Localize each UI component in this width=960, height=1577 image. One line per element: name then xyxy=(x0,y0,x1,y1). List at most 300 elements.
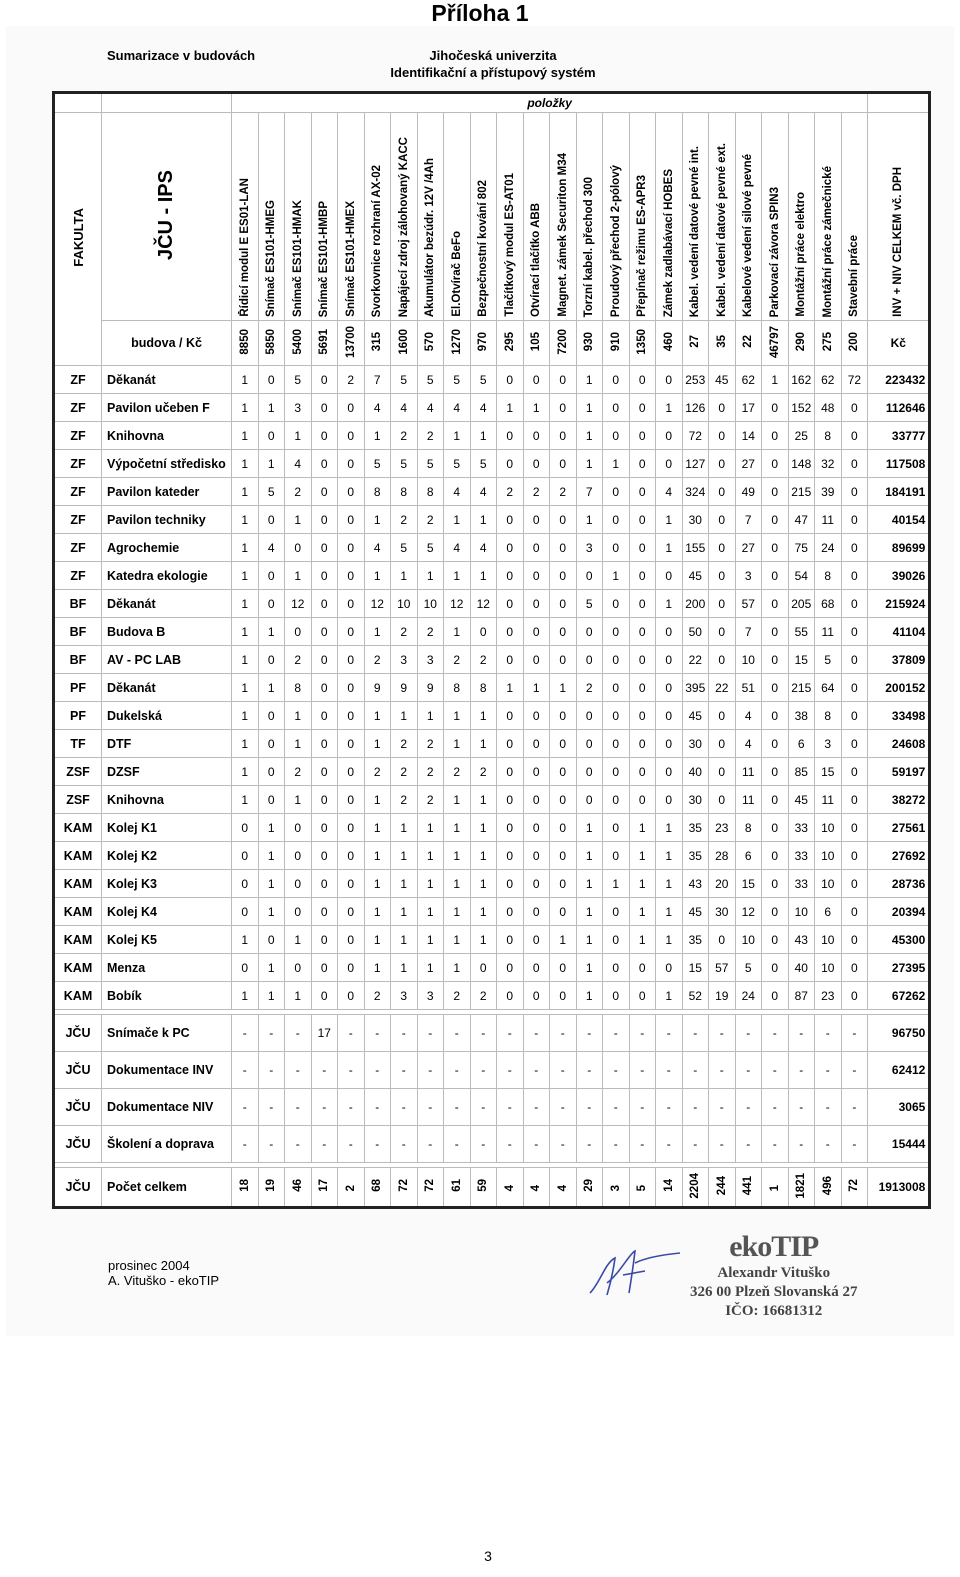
building-name: Kolej K1 xyxy=(102,814,232,842)
quantity-cell: 0 xyxy=(576,786,603,814)
building-name: Agrochemie xyxy=(102,534,232,562)
quantity-cell: 1 xyxy=(629,814,656,842)
footer-date: prosinec 2004 xyxy=(108,1258,190,1273)
quantity-cell: 0 xyxy=(232,954,259,982)
quantity-cell: 1 xyxy=(232,758,259,786)
quantity-cell: 0 xyxy=(523,870,550,898)
quantity-cell: 1 xyxy=(576,506,603,534)
item-total: 72 xyxy=(424,1179,437,1192)
quantity-cell: 0 xyxy=(311,898,338,926)
system-name: Identifikační a přístupový systém xyxy=(390,65,596,80)
building-name: DTF xyxy=(102,730,232,758)
building-name: Děkanát xyxy=(102,366,232,394)
quantity-cell: 0 xyxy=(550,898,577,926)
quantity-cell: 1 xyxy=(656,534,683,562)
item-total: 46 xyxy=(291,1179,304,1192)
quantity-cell: - xyxy=(417,1089,444,1126)
item-name: Torzní kabel. přechod 300 xyxy=(583,176,596,317)
quantity-cell: 1 xyxy=(232,730,259,758)
item-name: Napájecí zdroj zálohovaný KACC xyxy=(397,136,410,317)
quantity-cell: 0 xyxy=(550,422,577,450)
quantity-cell: 1 xyxy=(364,618,391,646)
quantity-cell: 1 xyxy=(523,674,550,702)
quantity-cell: 1 xyxy=(285,702,312,730)
quantity-cell: 5 xyxy=(417,534,444,562)
row-total: 3065 xyxy=(868,1089,930,1126)
quantity-cell: 11 xyxy=(815,618,842,646)
item-name-header xyxy=(841,113,868,321)
item-name-header xyxy=(576,113,603,321)
quantity-cell: 0 xyxy=(709,394,736,422)
quantity-cell: 253 xyxy=(682,366,709,394)
item-total: 19 xyxy=(265,1179,278,1192)
item-total: 2204 xyxy=(689,1172,702,1199)
quantity-cell: 0 xyxy=(709,478,736,506)
row-total: 27561 xyxy=(868,814,930,842)
quantity-cell: 15 xyxy=(735,870,762,898)
quantity-cell: 8 xyxy=(364,478,391,506)
quantity-cell: 0 xyxy=(629,590,656,618)
quantity-cell: 0 xyxy=(338,870,365,898)
quantity-cell: - xyxy=(523,1089,550,1126)
quantity-cell: 0 xyxy=(523,450,550,478)
item-price-cell xyxy=(258,321,285,366)
item-name: Kabel. vedení datové pevné int. xyxy=(689,145,702,317)
quantity-cell: 0 xyxy=(762,646,789,674)
quantity-cell: 0 xyxy=(285,842,312,870)
item-total-cell xyxy=(629,1168,656,1208)
item-total: 244 xyxy=(715,1175,728,1196)
quantity-cell: 0 xyxy=(258,702,285,730)
item-total: 68 xyxy=(371,1179,384,1192)
quantity-cell: 1 xyxy=(285,422,312,450)
faculty-cell: ZF xyxy=(54,450,102,478)
extra-row xyxy=(54,1089,930,1126)
quantity-cell: 30 xyxy=(709,898,736,926)
quantity-cell: 2 xyxy=(364,982,391,1010)
quantity-cell: 33 xyxy=(788,842,815,870)
quantity-cell: 33 xyxy=(788,814,815,842)
quantity-cell: 2 xyxy=(417,786,444,814)
building-name: AV - PC LAB xyxy=(102,646,232,674)
item-total: 4 xyxy=(530,1184,543,1191)
faculty-cell: KAM xyxy=(54,842,102,870)
quantity-cell: 0 xyxy=(656,618,683,646)
item-name-header xyxy=(550,113,577,321)
faculty-cell: KAM xyxy=(54,898,102,926)
faculty-cell: ZSF xyxy=(54,758,102,786)
quantity-cell: 43 xyxy=(682,870,709,898)
faculty-cell: BF xyxy=(54,618,102,646)
building-name: Knihovna xyxy=(102,786,232,814)
item-price-cell xyxy=(629,321,656,366)
blank-cell xyxy=(102,93,232,113)
item-name-header xyxy=(788,113,815,321)
quantity-cell: 1 xyxy=(232,926,259,954)
quantity-cell: 0 xyxy=(762,758,789,786)
quantity-cell: 2 xyxy=(417,618,444,646)
quantity-cell: 1 xyxy=(470,702,497,730)
quantity-cell: 0 xyxy=(841,674,868,702)
row-total: 59197 xyxy=(868,758,930,786)
quantity-cell: 0 xyxy=(550,590,577,618)
quantity-cell: - xyxy=(391,1126,418,1163)
item-price: 290 xyxy=(795,331,808,352)
quantity-cell: 5 xyxy=(470,450,497,478)
quantity-cell: - xyxy=(364,1015,391,1052)
quantity-cell: 10 xyxy=(815,870,842,898)
quantity-cell: 0 xyxy=(523,730,550,758)
quantity-cell: 0 xyxy=(311,422,338,450)
quantity-cell: 205 xyxy=(788,590,815,618)
quantity-cell: 0 xyxy=(709,422,736,450)
quantity-cell: 72 xyxy=(841,366,868,394)
quantity-cell: 0 xyxy=(311,842,338,870)
quantity-cell: 0 xyxy=(656,646,683,674)
quantity-cell: 2 xyxy=(470,982,497,1010)
quantity-cell: 0 xyxy=(841,422,868,450)
item-name-header xyxy=(285,113,312,321)
blank-cell xyxy=(868,93,930,113)
quantity-cell: 0 xyxy=(523,786,550,814)
item-total: 72 xyxy=(848,1179,861,1192)
quantity-cell: 30 xyxy=(682,730,709,758)
quantity-cell: 51 xyxy=(735,674,762,702)
quantity-cell: 5 xyxy=(444,366,471,394)
quantity-cell: 0 xyxy=(523,814,550,842)
quantity-cell: 1 xyxy=(444,506,471,534)
quantity-cell: 1 xyxy=(258,870,285,898)
extra-row xyxy=(54,1015,930,1052)
quantity-cell: 3 xyxy=(576,534,603,562)
quantity-cell: - xyxy=(629,1126,656,1163)
quantity-cell: 0 xyxy=(841,786,868,814)
quantity-cell: - xyxy=(550,1015,577,1052)
quantity-cell: 4 xyxy=(735,702,762,730)
quantity-cell: 75 xyxy=(788,534,815,562)
quantity-cell: 1 xyxy=(470,506,497,534)
quantity-cell: - xyxy=(497,1015,524,1052)
quantity-cell: 1 xyxy=(603,450,630,478)
quantity-cell: 50 xyxy=(682,618,709,646)
item-total: 18 xyxy=(238,1179,251,1192)
item-price: 295 xyxy=(503,331,516,352)
quantity-cell: - xyxy=(656,1089,683,1126)
quantity-cell: 8 xyxy=(470,674,497,702)
item-price-cell xyxy=(497,321,524,366)
quantity-cell: 0 xyxy=(841,982,868,1010)
quantity-cell: 1 xyxy=(576,450,603,478)
quantity-cell: 1 xyxy=(258,982,285,1010)
item-name-header xyxy=(735,113,762,321)
item-name-header xyxy=(338,113,365,321)
item-name: Bezpečnostní kování 802 xyxy=(477,180,490,317)
quantity-cell: - xyxy=(762,1052,789,1089)
quantity-cell: - xyxy=(232,1126,259,1163)
quantity-cell: 0 xyxy=(311,982,338,1010)
quantity-cell: 0 xyxy=(576,646,603,674)
quantity-cell: 0 xyxy=(258,786,285,814)
item-total: 2 xyxy=(344,1184,357,1191)
quantity-cell: 215 xyxy=(788,478,815,506)
quantity-cell: 22 xyxy=(682,646,709,674)
quantity-cell: 17 xyxy=(735,394,762,422)
row-total: 117508 xyxy=(868,450,930,478)
quantity-cell: 12 xyxy=(735,898,762,926)
quantity-cell: 2 xyxy=(285,758,312,786)
quantity-cell: 1 xyxy=(364,898,391,926)
quantity-cell: 1 xyxy=(285,730,312,758)
quantity-cell: 3 xyxy=(285,394,312,422)
quantity-cell: 17 xyxy=(311,1015,338,1052)
item-total-cell xyxy=(523,1168,550,1208)
quantity-cell: 1 xyxy=(656,926,683,954)
item-name-header xyxy=(629,113,656,321)
quantity-cell: 0 xyxy=(497,534,524,562)
system-label: JČU - IPS xyxy=(155,169,177,261)
quantity-cell: 0 xyxy=(311,674,338,702)
quantity-cell: 0 xyxy=(656,954,683,982)
row-total: 112646 xyxy=(868,394,930,422)
quantity-cell: - xyxy=(338,1052,365,1089)
quantity-cell: - xyxy=(841,1052,868,1089)
quantity-cell: 0 xyxy=(311,394,338,422)
quantity-cell: 1 xyxy=(285,926,312,954)
quantity-cell: 0 xyxy=(603,590,630,618)
quantity-cell: 8 xyxy=(444,674,471,702)
quantity-cell: 1 xyxy=(576,842,603,870)
quantity-cell: 0 xyxy=(523,422,550,450)
quantity-cell: 0 xyxy=(258,562,285,590)
quantity-cell: 215 xyxy=(788,674,815,702)
building-name: Dukelská xyxy=(102,702,232,730)
quantity-cell: 0 xyxy=(629,394,656,422)
quantity-cell: 57 xyxy=(709,954,736,982)
item-price-cell xyxy=(338,321,365,366)
item-price: 8850 xyxy=(238,328,251,355)
stamp-logo: ekoTIP xyxy=(729,1230,819,1263)
item-total: 61 xyxy=(450,1179,463,1192)
quantity-cell: 23 xyxy=(709,814,736,842)
table-row xyxy=(54,618,930,646)
faculty-label: FAKULTA xyxy=(70,208,86,267)
grand-total-row xyxy=(54,1168,930,1208)
quantity-cell: 0 xyxy=(576,702,603,730)
item-price: 315 xyxy=(371,331,384,352)
row-total: 67262 xyxy=(868,982,930,1010)
quantity-cell: 0 xyxy=(709,534,736,562)
item-total-cell xyxy=(656,1168,683,1208)
quantity-cell: 40 xyxy=(682,758,709,786)
quantity-cell: 1 xyxy=(232,562,259,590)
row-total: 27395 xyxy=(868,954,930,982)
item-total-cell xyxy=(470,1168,497,1208)
quantity-cell: 0 xyxy=(576,562,603,590)
quantity-cell: 0 xyxy=(550,646,577,674)
quantity-cell: - xyxy=(338,1126,365,1163)
quantity-cell: 0 xyxy=(338,450,365,478)
summary-heading: Sumarizace v budovách xyxy=(107,48,256,63)
quantity-cell: 1 xyxy=(232,618,259,646)
item-name: Snímač ES101-HMBP xyxy=(318,200,331,317)
quantity-cell: 0 xyxy=(523,926,550,954)
quantity-cell: 0 xyxy=(338,534,365,562)
extra-row xyxy=(54,1052,930,1089)
quantity-cell: 2 xyxy=(285,478,312,506)
quantity-cell: 0 xyxy=(709,506,736,534)
quantity-cell: 1 xyxy=(444,618,471,646)
quantity-cell: 1 xyxy=(232,646,259,674)
quantity-cell: 0 xyxy=(841,758,868,786)
row-total: 38272 xyxy=(868,786,930,814)
quantity-cell: 0 xyxy=(232,898,259,926)
quantity-cell: 2 xyxy=(444,758,471,786)
quantity-cell: 0 xyxy=(629,702,656,730)
quantity-cell: 1 xyxy=(232,674,259,702)
quantity-cell: 45 xyxy=(788,786,815,814)
quantity-cell: 0 xyxy=(497,646,524,674)
quantity-cell: 1 xyxy=(470,422,497,450)
company-stamp xyxy=(690,1230,858,1321)
item-total-cell xyxy=(391,1168,418,1208)
item-price: 275 xyxy=(821,331,834,352)
quantity-cell: 1 xyxy=(417,870,444,898)
quantity-cell: 0 xyxy=(629,618,656,646)
item-price: 35 xyxy=(715,335,728,348)
quantity-cell: 0 xyxy=(841,646,868,674)
quantity-cell: - xyxy=(444,1015,471,1052)
item-price: 570 xyxy=(424,331,437,352)
quantity-cell: 0 xyxy=(523,758,550,786)
table-row xyxy=(54,422,930,450)
quantity-cell: 0 xyxy=(762,898,789,926)
quantity-cell: 0 xyxy=(497,506,524,534)
quantity-cell: - xyxy=(735,1015,762,1052)
faculty-cell: KAM xyxy=(54,954,102,982)
quantity-cell: 19 xyxy=(709,982,736,1010)
quantity-cell: 1 xyxy=(576,422,603,450)
quantity-cell: 0 xyxy=(497,366,524,394)
item-price: 105 xyxy=(530,331,543,352)
quantity-cell: 0 xyxy=(629,646,656,674)
quantity-cell: 0 xyxy=(629,478,656,506)
quantity-cell: 8 xyxy=(391,478,418,506)
item-total: 441 xyxy=(742,1175,755,1196)
quantity-cell: 35 xyxy=(682,926,709,954)
quantity-cell: 30 xyxy=(682,786,709,814)
quantity-cell: - xyxy=(417,1052,444,1089)
quantity-cell: 0 xyxy=(629,506,656,534)
quantity-cell: 0 xyxy=(338,422,365,450)
quantity-cell: 0 xyxy=(762,674,789,702)
quantity-cell: - xyxy=(523,1015,550,1052)
quantity-cell: 0 xyxy=(311,954,338,982)
quantity-cell: 72 xyxy=(682,422,709,450)
building-name: Děkanát xyxy=(102,590,232,618)
quantity-cell: 3 xyxy=(391,982,418,1010)
quantity-cell: 0 xyxy=(338,562,365,590)
item-name-header xyxy=(709,113,736,321)
quantity-cell: 0 xyxy=(656,422,683,450)
item-name-header xyxy=(656,113,683,321)
item-price-cell xyxy=(523,321,550,366)
quantity-cell: 1 xyxy=(364,870,391,898)
quantity-cell: 1 xyxy=(391,842,418,870)
quantity-cell: 4 xyxy=(735,730,762,758)
quantity-cell: 0 xyxy=(550,562,577,590)
quantity-cell: 1 xyxy=(391,814,418,842)
building-name: Kolej K5 xyxy=(102,926,232,954)
quantity-cell: - xyxy=(709,1126,736,1163)
quantity-cell: - xyxy=(232,1052,259,1089)
item-price-cell xyxy=(841,321,868,366)
item-total-cell xyxy=(841,1168,868,1208)
total-unit: Kč xyxy=(868,321,930,366)
quantity-cell: - xyxy=(444,1089,471,1126)
quantity-cell: 2 xyxy=(470,758,497,786)
quantity-cell: 10 xyxy=(815,842,842,870)
item-total-cell xyxy=(709,1168,736,1208)
table-row xyxy=(54,646,930,674)
quantity-cell: 0 xyxy=(709,646,736,674)
quantity-cell: 1 xyxy=(470,562,497,590)
table-row xyxy=(54,394,930,422)
faculty-cell: JČU xyxy=(54,1052,102,1089)
quantity-cell: 0 xyxy=(576,618,603,646)
quantity-cell: 1 xyxy=(470,842,497,870)
quantity-cell: 2 xyxy=(417,506,444,534)
quantity-cell: 0 xyxy=(338,786,365,814)
table-row xyxy=(54,786,930,814)
item-total-cell xyxy=(550,1168,577,1208)
quantity-cell: - xyxy=(815,1052,842,1089)
quantity-cell: 0 xyxy=(709,758,736,786)
quantity-cell: 10 xyxy=(815,814,842,842)
item-price-cell xyxy=(656,321,683,366)
quantity-cell: 2 xyxy=(364,646,391,674)
quantity-cell: 10 xyxy=(417,590,444,618)
quantity-cell: - xyxy=(629,1052,656,1089)
item-price: 5691 xyxy=(318,328,331,355)
item-total-cell xyxy=(735,1168,762,1208)
quantity-cell: - xyxy=(629,1089,656,1126)
faculty-header xyxy=(54,113,102,366)
quantity-cell: 395 xyxy=(682,674,709,702)
table-row xyxy=(54,562,930,590)
quantity-cell: 1 xyxy=(444,954,471,982)
row-total: 40154 xyxy=(868,506,930,534)
quantity-cell: 1 xyxy=(232,450,259,478)
item-price: 910 xyxy=(609,331,622,352)
quantity-cell: 1 xyxy=(232,702,259,730)
quantity-cell: 148 xyxy=(788,450,815,478)
quantity-cell: 2 xyxy=(417,758,444,786)
quantity-cell: 1 xyxy=(656,394,683,422)
quantity-cell: - xyxy=(258,1015,285,1052)
quantity-cell: 126 xyxy=(682,394,709,422)
quantity-cell: 5 xyxy=(417,450,444,478)
quantity-cell: - xyxy=(815,1015,842,1052)
item-total: 3 xyxy=(609,1184,622,1191)
item-total: 1821 xyxy=(795,1172,808,1199)
quantity-cell: 0 xyxy=(285,954,312,982)
quantity-cell: 1 xyxy=(444,814,471,842)
quantity-cell: 0 xyxy=(311,786,338,814)
quantity-cell: 0 xyxy=(762,618,789,646)
quantity-cell: 0 xyxy=(841,842,868,870)
quantity-cell: 1 xyxy=(258,898,285,926)
table-row xyxy=(54,702,930,730)
